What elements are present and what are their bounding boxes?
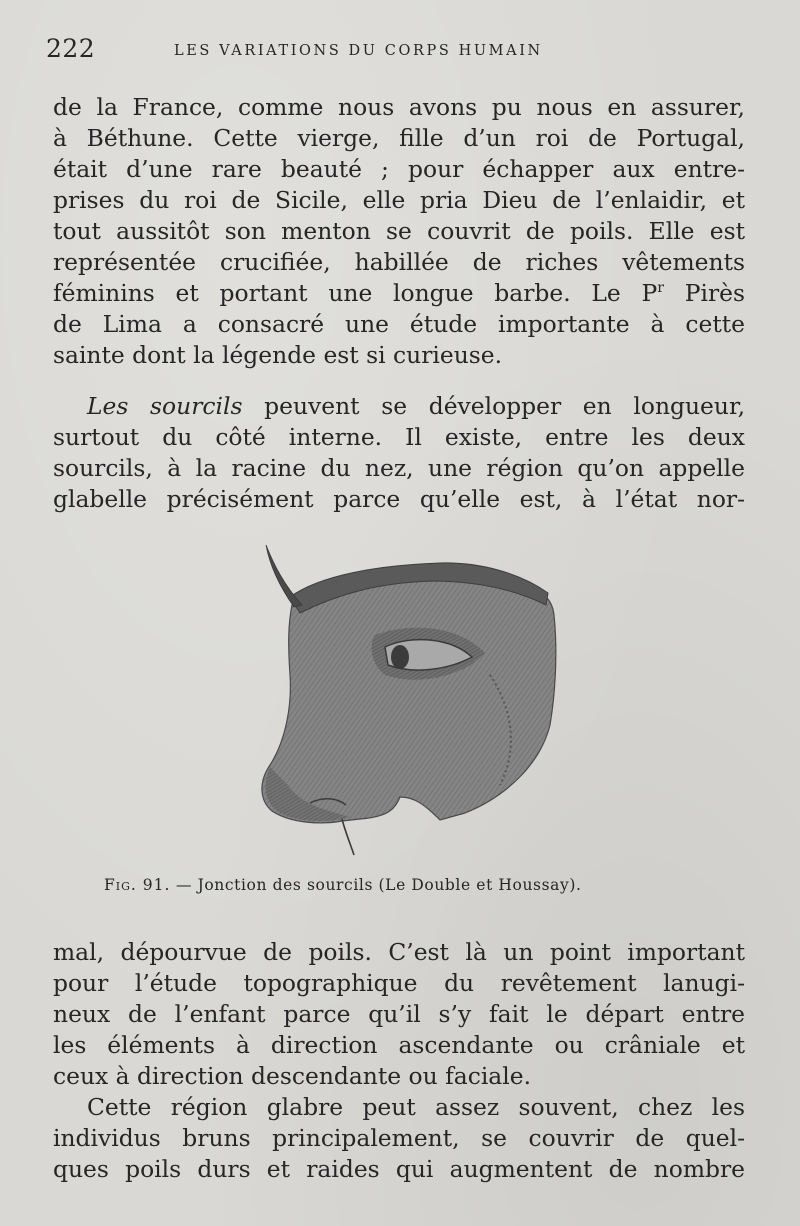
figure-caption-text: — Jonction des sourcils (Le Double et Houssay). (175, 876, 582, 894)
text-line: pour l’étude topographique du revêtement lanugi- (53, 969, 745, 997)
text-line: neux de l’enfant parce qu’il s’y fait le départ entre (53, 1000, 745, 1028)
text-line: de Lima a consacré une étude importante à cette (53, 310, 745, 338)
text-line: ceux à direction descendante ou faciale. (53, 1062, 532, 1090)
text-line: les éléments à direction ascendante ou crâniale et (53, 1031, 745, 1059)
running-head: LES VARIATIONS DU CORPS HUMAIN (174, 43, 543, 59)
eye-iris (391, 645, 409, 669)
page-number: 222 (46, 34, 96, 63)
honorific (642, 279, 664, 307)
figure-eyebrow-junction-illustration (250, 535, 570, 865)
profile-face-drawing (250, 535, 570, 865)
text-line: glabelle précisément parce qu’elle est, à l’état nor- (53, 485, 745, 513)
text-line-with-title (53, 278, 745, 309)
text-line: sourcils, à la racine du nez, une région qu’on appelle (53, 454, 745, 482)
figure-label: Fig. 91. (104, 876, 171, 894)
text-line: de la France, comme nous avons pu nous en assurer, (53, 93, 745, 121)
paragraph-eyebrows (53, 391, 745, 515)
text-fragment: féminins et portant une longue barbe. Le (53, 279, 621, 307)
text-line: Cette région glabre peut assez souvent, chez les (87, 1093, 745, 1121)
honorific-letter: P (641, 279, 658, 307)
text-line: surtout du côté interne. Il existe, entre les deux (53, 423, 745, 451)
text-line: représentée crucifiée, habillée de riches vêtements (53, 248, 745, 276)
italic-term: Les sourcils (87, 392, 243, 420)
text-line: était d’une rare beauté ; pour échapper aux entre- (53, 155, 745, 183)
text-line: sainte dont la légende est si curieuse. (53, 341, 503, 369)
paragraph-saint-legend (53, 92, 745, 371)
text-fragment: peuvent se développer en longueur, (264, 392, 746, 420)
text-line: individus bruns principalement, se couvrir de quel- (53, 1124, 745, 1152)
author-name: Pirès (684, 279, 746, 307)
text-line: tout aussitôt son menton se couvrit de poils. Elle est (53, 217, 745, 245)
paragraph-glabella (53, 937, 745, 1185)
page-header (46, 34, 746, 66)
figure-caption (104, 876, 582, 894)
text-line: prises du roi de Sicile, elle pria Dieu de l’enlaidir, et (53, 186, 745, 214)
text-line-with-term (53, 391, 745, 422)
text-line: mal, dépourvue de poils. C’est là un point important (53, 938, 745, 966)
text-line: ques poils durs et raides qui augmentent de nombre (53, 1155, 745, 1183)
honorific-sup: r (657, 280, 664, 297)
text-line: à Béthune. Cette vierge, fille d’un roi de Portugal, (53, 124, 745, 152)
hair-drip (342, 819, 354, 855)
face-silhouette (262, 580, 556, 822)
